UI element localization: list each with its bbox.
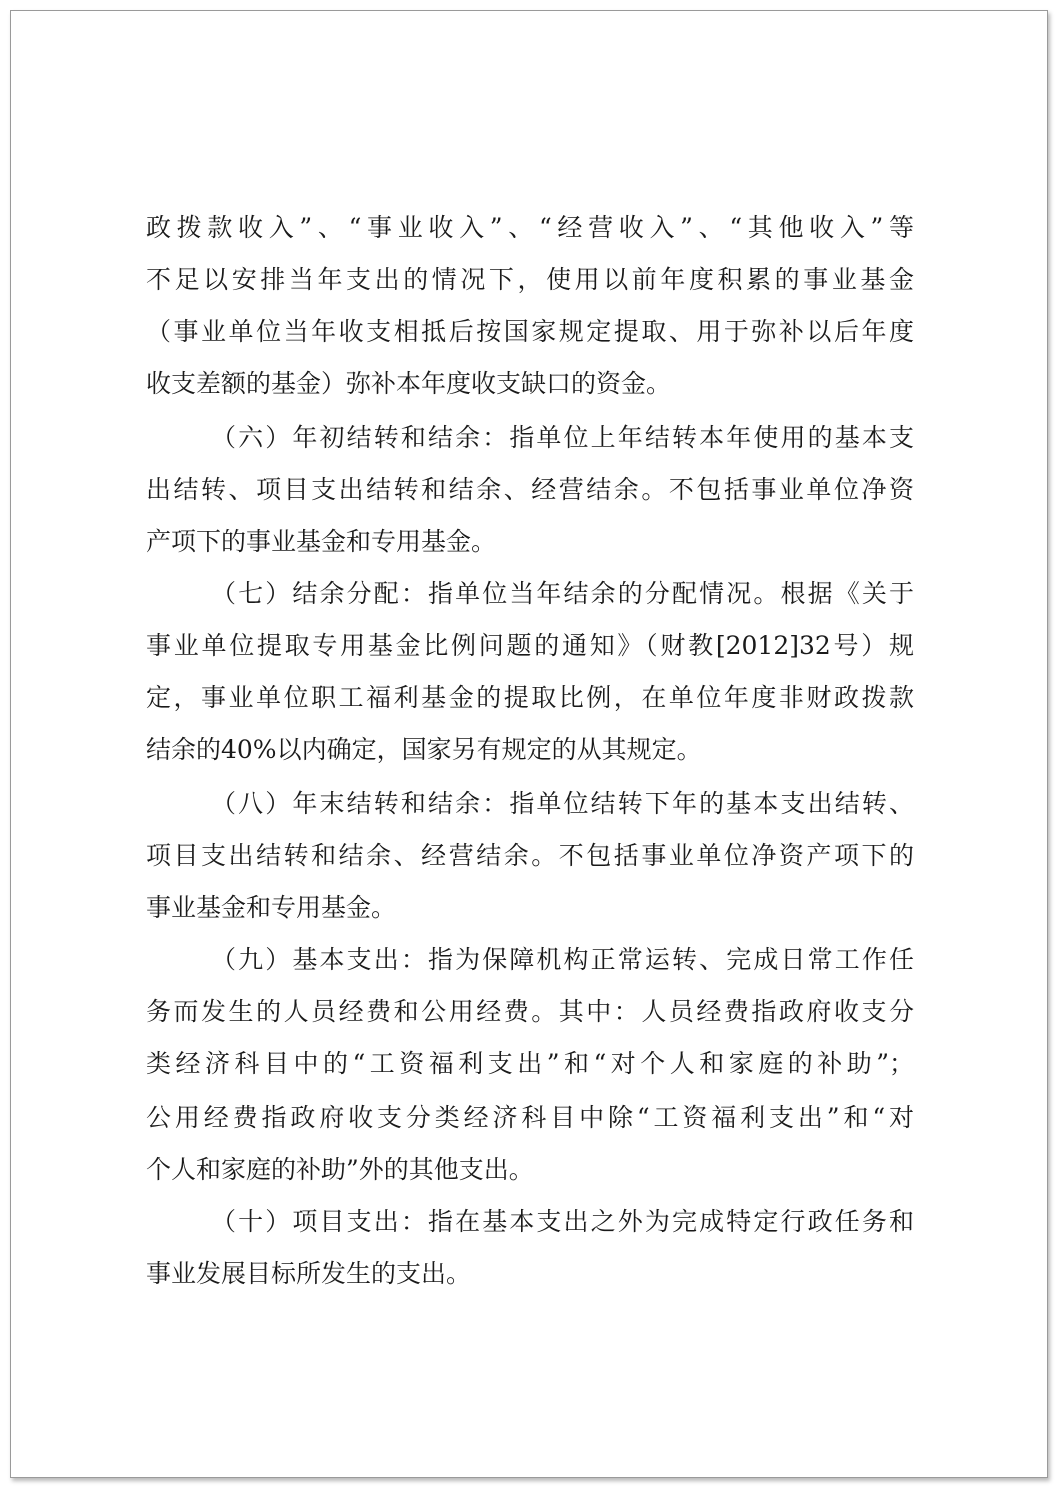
paragraph-ten-start: （十）项目支出：指在基本支出之外为完成特定行政任务和 bbox=[211, 1207, 914, 1236]
text-line: 事业发展目标所发生的支出。 bbox=[146, 1259, 472, 1288]
text-line: 产项下的事业基金和专用基金。 bbox=[146, 527, 497, 556]
text-line: 公用经费指政府收支分类经济科目中除“工资福利支出”和“对 bbox=[146, 1103, 914, 1132]
text-line: 出结转、项目支出结转和结余、经营结余。不包括事业单位净资 bbox=[146, 475, 914, 504]
text-line: 类经济科目中的“工资福利支出”和“对个人和家庭的补助”； bbox=[146, 1049, 914, 1078]
text-line: 政拨款收入”、“事业收入”、“经营收入”、“其他收入”等 bbox=[146, 213, 914, 242]
paragraph-seven-start: （七）结余分配：指单位当年结余的分配情况。根据《关于 bbox=[211, 579, 914, 608]
text-line: 结余的40%以内确定，国家另有规定的从其规定。 bbox=[146, 735, 702, 764]
text-line: 项目支出结转和结余、经营结余。不包括事业单位净资产项下的 bbox=[146, 841, 914, 870]
text-line: 事业基金和专用基金。 bbox=[146, 893, 397, 922]
text-line: 不足以安排当年支出的情况下，使用以前年度积累的事业基金 bbox=[146, 265, 914, 294]
paragraph-eight-start: （八）年末结转和结余：指单位结转下年的基本支出结转、 bbox=[211, 789, 914, 818]
text-line: 收支差额的基金）弥补本年度收支缺口的资金。 bbox=[146, 369, 672, 398]
text-line: 事业单位提取专用基金比例问题的通知》（财教[2012]32号）规 bbox=[146, 631, 914, 660]
paragraph-six-start: （六）年初结转和结余：指单位上年结转本年使用的基本支 bbox=[211, 423, 914, 452]
text-line: 务而发生的人员经费和公用经费。其中：人员经费指政府收支分 bbox=[146, 997, 914, 1026]
text-line: 定，事业单位职工福利基金的提取比例，在单位年度非财政拨款 bbox=[146, 683, 914, 712]
text-line: （事业单位当年收支相抵后按国家规定提取、用于弥补以后年度 bbox=[146, 317, 914, 346]
text-line: 个人和家庭的补助”外的其他支出。 bbox=[146, 1155, 534, 1184]
paragraph-nine-start: （九）基本支出：指为保障机构正常运转、完成日常工作任 bbox=[211, 945, 914, 974]
